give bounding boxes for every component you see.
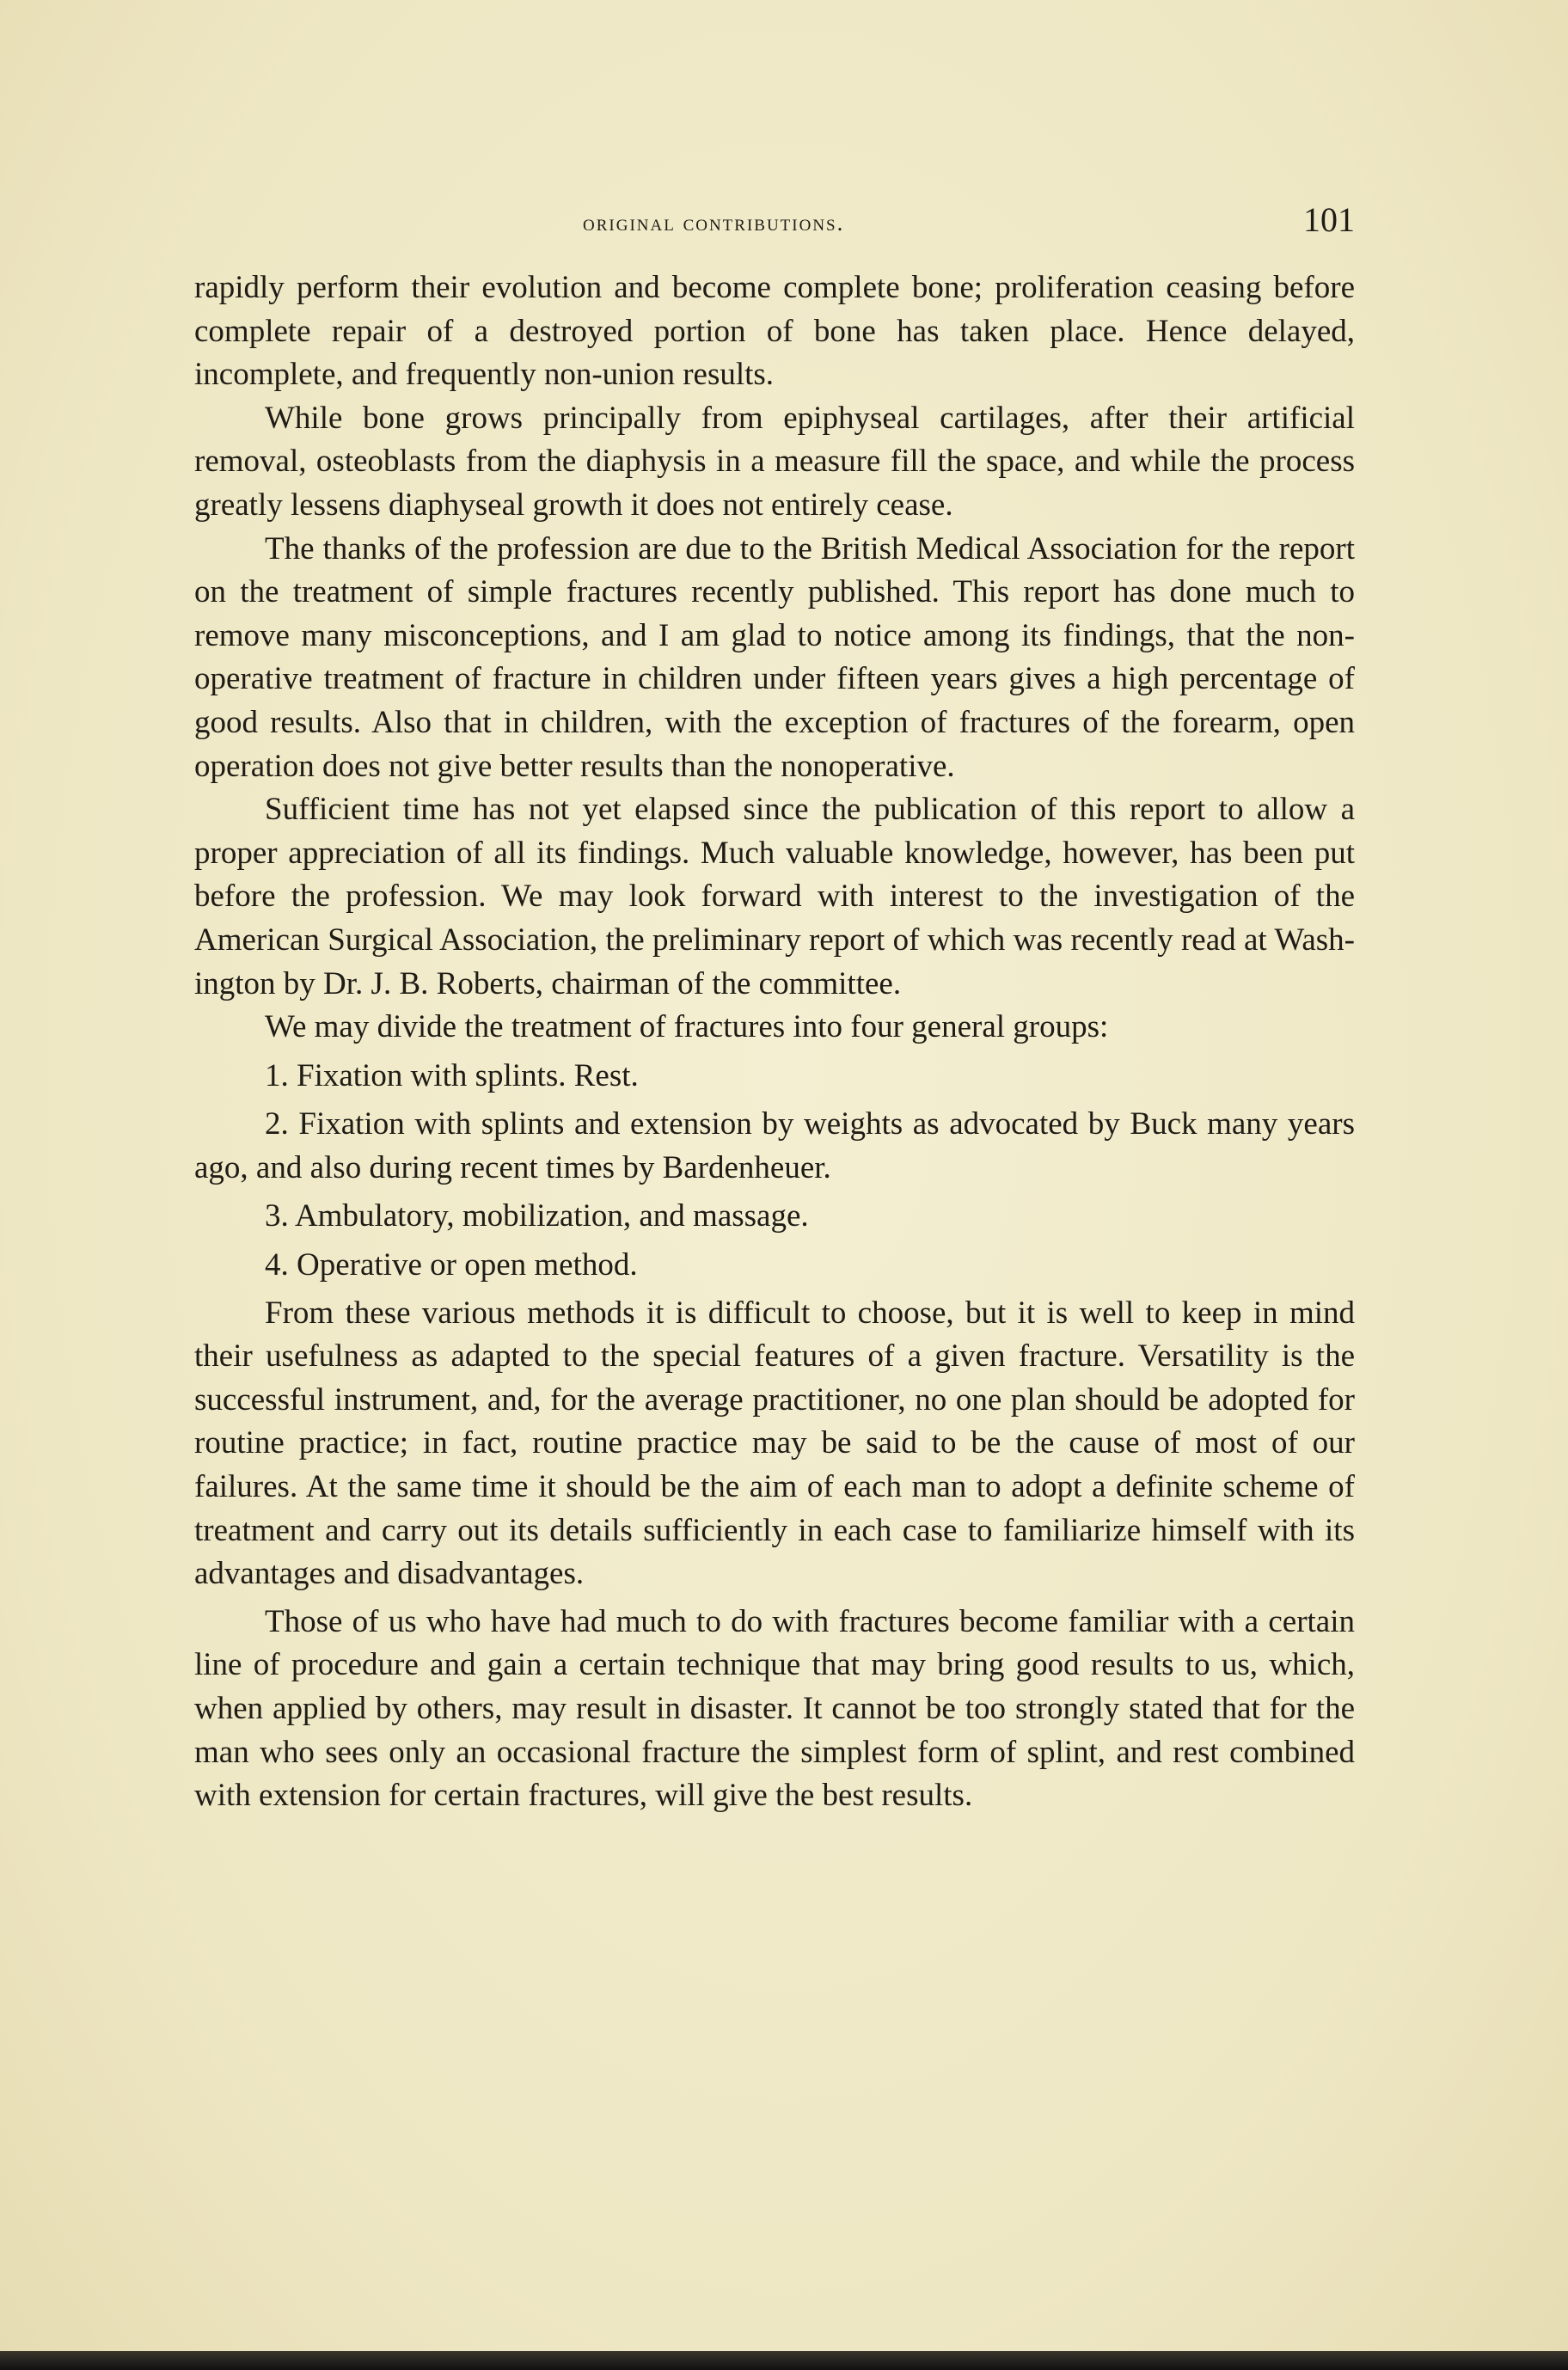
list-item: 1. Fixation with splints. Rest. <box>265 1057 639 1093</box>
page-bottom-edge <box>0 2351 1568 2370</box>
paragraph: While bone grows principally from epiphyseal cartilages, after their artificial removal, osteoblasts from the diaphysis in a measure fill the space, and while the process greatly lessens diaphyseal growth it does not entirely cease. <box>194 400 1355 523</box>
body-text <box>194 266 1355 1818</box>
running-header <box>194 199 1355 242</box>
paragraph: Sufficient time has not yet elapsed since the publication of this report to allow a proper appreciation of all its findings. Much valuable knowledge, however, has been put before the profession. We may look forward with interest to the investigation of the American Surgical Association, the preliminary report of which was recently read at Washington by Dr. J. B. Roberts, chairman of the committee. <box>194 792 1355 1001</box>
paragraph: From these various methods it is difficult to choose, but it is well to keep in mind their usefulness as adapted to the special features of a given fracture. Versatility is the successful instrument, and, for the average practitioner, no one plan should be adopted for routine practice; in fact, routine practice may be said to be the cause of most of our failures. At the same time it should be the aim of each man to adopt a definite scheme of treatment and carry out its details sufficiently in each case to familiarize himself with its advantages and disadvantages. <box>194 1295 1355 1592</box>
running-title: original contributions. <box>583 210 845 236</box>
list-item: 3. Ambulatory, mobilization, and massage. <box>265 1198 809 1234</box>
page-number: 101 <box>1303 200 1355 239</box>
list-item: 4. Operative or open method. <box>265 1247 638 1283</box>
paragraph: The thanks of the profession are due to the British Medical Association for the report on the treatment of simple fractures recently published. This report has done much to remove many misconceptions, and I am glad to notice among its findings, that the non-operative treatment of fracture in children under fifteen years gives a high percentage of good results. Also that in children, with the exception of fractures of the forearm, open operation does not give better results than the nonoperative. <box>194 530 1355 784</box>
paragraph: We may divide the treatment of fractures into four general groups: <box>265 1009 1109 1045</box>
list-item: 2. Fixation with splints and extension by weights as advocated by Buck many years ago, and also during recent times by Bardenheuer. <box>194 1106 1355 1185</box>
paragraph: rapidly perform their evolution and become complete bone; proliferation ceasing before complete repair of a destroyed portion of bone has taken place. Hence delayed, incomplete, and frequently non-union results. <box>194 270 1355 393</box>
paragraph: Those of us who have had much to do with fractures become familiar with a certain line of procedure and gain a certain technique that may bring good results to us, which, when applied by others, may result in disaster. It cannot be too strongly stated that for the man who sees only an occasional fracture the simplest form of splint, and rest combined with extension for certain fractures, will give the best results. <box>194 1603 1355 1814</box>
